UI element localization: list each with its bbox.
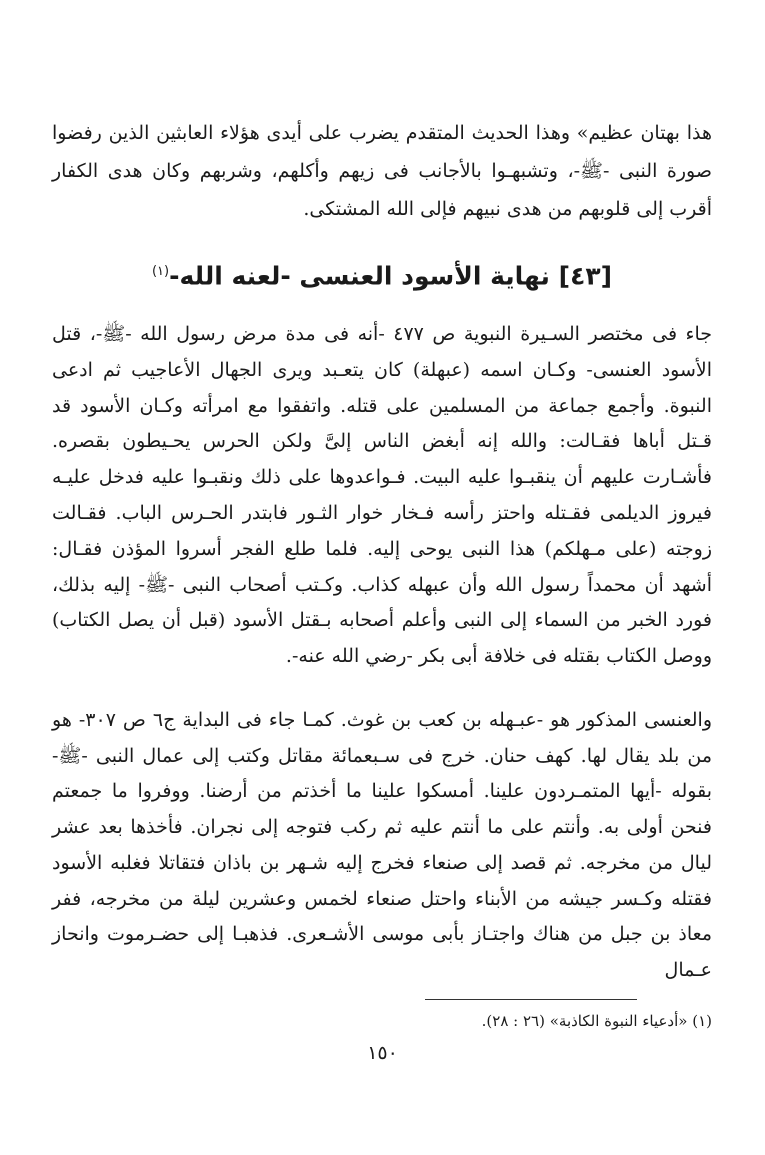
footnote: (١) «أدعياء النبوة الكاذبة» (٢٦ : ٢٨).: [481, 1012, 712, 1030]
footnote-separator: [425, 999, 637, 1000]
section-heading: [52, 252, 712, 296]
page-number: ١٥٠: [367, 1042, 398, 1064]
body-paragraph-1: جاء فى مختصر السـيرة النبوية ص ٤٧٧ -أنه فى مدة مرض رسول الله -ﷺ-، قتل الأسود العنسى- وكـان اسمه (عبهلة) كان يتعـبد ويرى الجهال الأعاجيب ثم ادعى النبوة. وأجمع جماعة من المسلمين على قتله. واتفقوا مع امرأته وكـان الأسود قد قـتل أباها فقـالت: والله إنه أبغض الناس إلىَّ ولكن الحرس يحـيطون بقصره. فأشـارت عليهم أن ينقبـوا عليه البيت. فـواعدوها على ذلك ونقبـوا عليه فدخل عليـه فيروز الديلمى فقـتله واحتز رأسه فـخار خوار الثـور فابتدر الحـرس الباب. فقـالت زوجته (على مـهلكم) هذا النبى يوحى إليه. فلما طلع الفجر أسروا المؤذن فقـال: أشهد أن محمداً رسول الله وأن عبهله كذاب. وكـتب أصحاب النبى -ﷺ- إليه بذلك، فورد الخبر من السماء إلى النبى وأعلم أصحابه بـقتل الأسود (قبل أن يصل الكتاب) ووصل الكتاب بقتله فى خلافة أبى بكر -رضي الله عنه-.: [52, 323, 712, 668]
section-heading-text: [٤٣] نهاية الأسود العنسى -لعنه الله-: [169, 261, 613, 291]
footnote-marker: (١): [151, 264, 170, 279]
body-paragraph-2: والعنسى المذكور هو -عبـهله بن كعب بن غوث. كمـا جاء فى البداية ج٦ ص ٣٠٧- هو من بلد يقال لها. كهف حنان. خرج فى سـبعمائة مقاتل وكتب إلى عمال النبى -ﷺ- بقوله -أيها المتمـردون علينا. أمسكوا علينا ما أخذتم من أرضنا. ووفروا ما جمعتم فنحن أولى به. وأنتم على ما أنتم عليه ثم ركب فتوجه إلى نجران. فأخذها بعد عشر ليال من مخرجه. ثم قصد إلى صنعاء فخرج إليه شـهر بن باذان فتقاتلا فغلبه الأسود فقتله وكـسر جيشه من الأبناء واحتل صنعاء لخمس وعشرين ليلة من مخرجه، ففر معاذ بن جبل من هناك واجتـاز بأبى موسى الأشـعرى. فذهبـا إلى حضـرموت وانحاز عـمال: [52, 709, 712, 981]
intro-paragraph: هذا بهتان عظيم» وهذا الحديث المتقدم يضرب على أيدى هؤلاء العابثين الذين رفضوا صورة النبى -ﷺ-، وتشبهـوا بالأجانب فى زيهم وأكلهم، وشربهم وكان هدى الكفار أقرب إلى قلوبهم من هدى نبيهم فإلى الله المشتكى.: [52, 122, 712, 220]
